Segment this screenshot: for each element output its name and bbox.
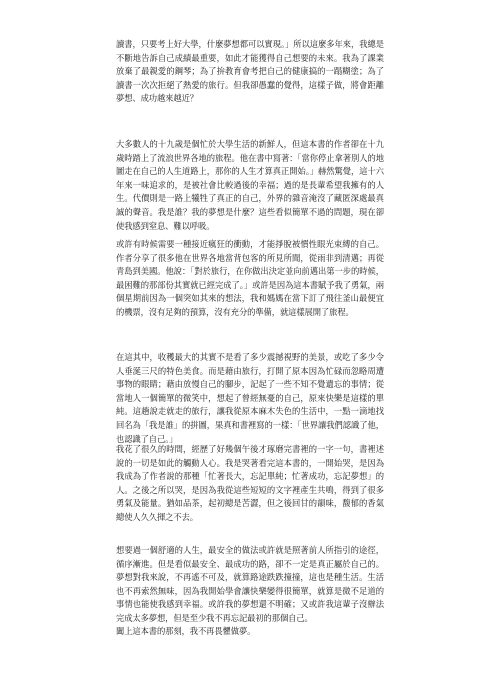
paragraph-6: 想要過一個舒適的人生，最安全的做法或許就是照著前人所指引的途徑，循序漸進。但是看似最安全、最成功的路，卻不一定是真正屬於自己的。夢想對我來說，不再遙不可及，就算路途跌跌撞撞，這也是種生活。生活也不再索然無味，因為我開始學會讓快樂變得很簡單，就算是微不足道的事情也能使我感到幸福。或許我的夢想還不明確；又或許我這輩子沒辦法完成太多夢想，但是至少我不再忘記最初的那個自己。 [116, 545, 384, 623]
paragraph-2: 大多數人的十九歲是個忙於大學生活的新鮮人，但這本書的作者卻在十九歲時踏上了流浪世界各地的旅程。他在書中寫著：「當你停止拿著別人的地圖走在自己的人生道路上，那你的人生才算真正開始。」赫然驚覺，這十六年來一味追求的，是被社會比較過後的幸福；過的是長輩希望我擁有的人生。代價則是一路上犧牲了真正的自己，外界的雜音淹沒了藏匿深處最真誠的聲音。我是誰？我的夢想是什麼？這些看似簡單不過的問題，現在卻使我感到窒息、難以呼吸。 [116, 139, 384, 231]
paragraph-4: 在這其中，收穫最大的其實不是看了多少震撼視野的美景，或吃了多少令人垂涎三尺的特色美食。而是藉由旅行，打開了原本因為忙碌而忽略周遭事物的眼睛；藉由放慢自己的腳步，記起了一些不知不覺遺忘的事情；從當地人一個簡單的微笑中，想起了曾經無憂的自己，原來快樂是這樣的單純。這趟說走就走的旅行，讓我從原本麻木失色的生活中，一點一滴地找回名為「我是誰」的拼圖，果真和書裡寫的一樣：「世界讓我們認識了他，也認識了自己。」 [116, 352, 384, 444]
paragraph-7: 闔上這本書的那刻，我不再畏懼做夢。 [116, 626, 256, 636]
paragraph-5: 我花了很久的時間，經歷了好幾個午後才琢磨完書裡的一字一句，書裡述說的一切是如此的觸動人心。我是哭著看完這本書的，一開始哭，是因為我成為了作者說的那種「忙著長大，忘記單純；忙著成功，忘記夢想」的人。之後之所以哭，是因為我從這些短短的文字裡產生共鳴，得到了很多勇氣及能量。猶如品茶，起初總是苦澀，但之後回甘的韻味，馥郁的香氣總使人久久揮之不去。 [116, 444, 384, 522]
paragraph-3: 或許有時候需要一種接近瘋狂的衝動，才能掙脫被慣性眼光束縛的自己。作者分享了很多他在世界各地當背包客的所見所聞，從雨非到清邁；再從青島到美國。他說：「對於旅行，在你做出決定並向前邁出第一步的時候，最困難的那部份其實就已經完成了。」或許是因為這本書賦予我了勇氣，兩個星期前因為一個突如其來的想法，我和媽媽在當下訂了飛往釜山最便宜的機票，沒有足夠的預算，沒有充分的準備，就這樣展開了旅程。 [116, 239, 384, 317]
paragraph-1: 讀書，只要考上好大學，什麼夢想都可以實現。」所以這麼多年來，我總是不斷地告訴自己成績最重要，如此才能獲得自己想要的未來。我為了課業放棄了最親愛的鋼琴；為了拚教育會考把自己的健康搞的一蹋糊塗；為了讀書一次次拒絕了熱愛的旅行。但我卻愚蠢的覺得，這樣子做，將會距離夢想、成功越來越近？ [116, 39, 384, 104]
